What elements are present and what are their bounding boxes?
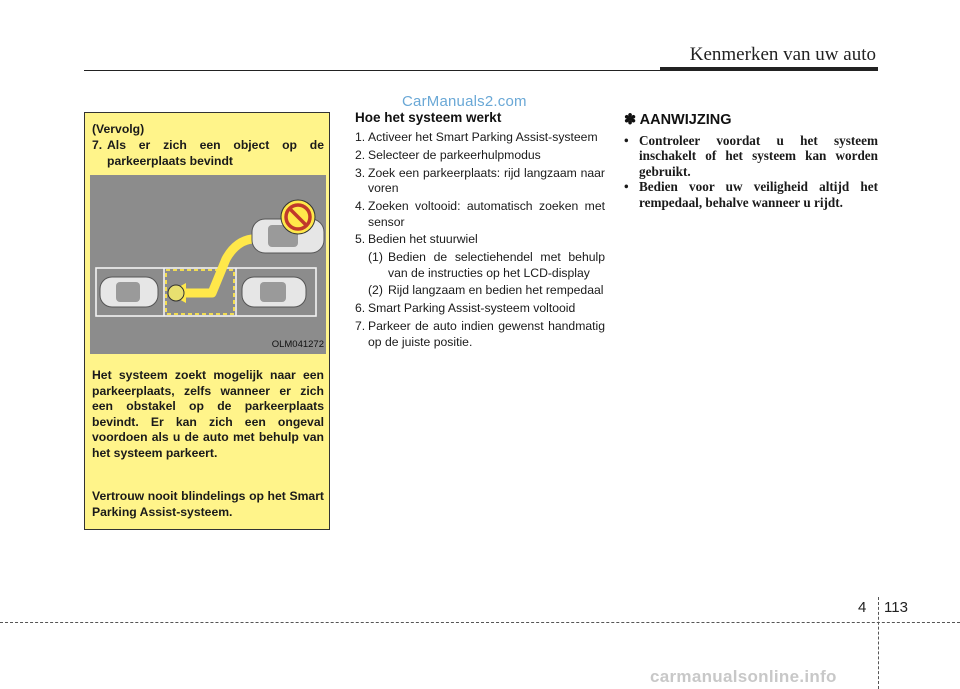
- warning-trust-text: Vertrouw nooit blindelings op het Smart Parking Assist-systeem.: [92, 489, 324, 519]
- note-text: Controleer voordat u het systeem inschakelt of het systeem kan worden gebruikt.: [639, 133, 878, 179]
- warning-description: Het systeem zoekt mogelijk naar een parkeerplaats, zelfs wanneer er zich een obstakel op de parkeerplaats bevindt. Er kan zich een ongeval voordoen als u de auto met behulp van het systeem parkeert.: [92, 368, 324, 460]
- substep-text: Bedien de selectiehendel met behulp van de instructies op het LCD-display: [388, 250, 605, 280]
- step-text: Smart Parking Assist-systeem voltooid: [368, 301, 576, 316]
- parked-car-right: [242, 277, 306, 307]
- step-text: Zoeken voltooid: automatisch zoeken met sensor: [368, 198, 605, 229]
- obstacle-ball: [168, 285, 184, 301]
- list-item: [355, 283, 605, 299]
- bullet: •: [624, 133, 629, 148]
- steps-list: [355, 130, 605, 352]
- list-item: [355, 232, 605, 248]
- list-item: [355, 301, 605, 317]
- list-item: [355, 148, 605, 164]
- substep-text: Rijd langzaam en bedien het rempedaal: [388, 283, 604, 298]
- page-number: 113: [884, 599, 908, 616]
- list-item: [624, 133, 878, 179]
- list-item: [355, 166, 605, 197]
- step-number: 3.: [355, 165, 366, 180]
- step-number: 6.: [355, 301, 366, 316]
- bullet: •: [624, 179, 629, 195]
- list-item: [355, 319, 605, 350]
- step-number: 5.: [355, 232, 366, 247]
- section-title: Kenmerken van uw auto: [689, 44, 876, 65]
- note-title: ✽ AANWIJZING: [624, 112, 732, 128]
- footer-rule: [0, 622, 960, 623]
- step-number: 1.: [355, 130, 366, 144]
- list-item: [624, 179, 878, 210]
- note-text: Bedien voor uw veiligheid altijd het rempedaal, behalve wanneer u rijdt.: [639, 179, 878, 210]
- footer-watermark-link[interactable]: carmanualsonline.info: [650, 667, 837, 686]
- header-rule: [84, 70, 664, 71]
- list-item: [355, 199, 605, 230]
- step-text: Zoek een parkeerplaats: rijd langzaam naar voren: [368, 165, 605, 196]
- step-number: 2.: [355, 147, 366, 162]
- warning-item-number: 7.: [92, 138, 103, 152]
- substep-number: (2): [368, 283, 383, 298]
- step-text: Activeer het Smart Parking Assist-systeem: [368, 130, 598, 144]
- step-number: 4.: [355, 198, 366, 213]
- header-rule-accent: [660, 67, 878, 71]
- watermark-link[interactable]: CarManuals2.com: [402, 93, 527, 110]
- list-item: [355, 130, 605, 146]
- list-item: [355, 250, 605, 281]
- warning-item-text: Als er zich een object op de parkeerplaats bevindt: [107, 138, 324, 168]
- footer-divider: [878, 597, 879, 689]
- parking-scene-graphic: [90, 175, 326, 354]
- chapter-number: 4: [858, 599, 867, 616]
- substep-number: (1): [368, 250, 383, 265]
- warning-item: [92, 138, 324, 169]
- parked-car-left: [100, 277, 158, 307]
- note-list: [624, 133, 878, 210]
- step-number: 7.: [355, 319, 366, 334]
- figure-code: OLM041272: [271, 339, 324, 350]
- continued-label: (Vervolg): [92, 122, 145, 136]
- parking-illustration: [90, 175, 326, 354]
- step-text: Selecteer de parkeerhulpmodus: [368, 147, 541, 162]
- step-text: Parkeer de auto indien gewenst handmatig op de juiste positie.: [368, 319, 605, 349]
- prohibited-icon: [281, 200, 315, 234]
- how-it-works-title: Hoe het systeem werkt: [355, 110, 502, 125]
- step-text: Bedien het stuurwiel: [368, 232, 478, 247]
